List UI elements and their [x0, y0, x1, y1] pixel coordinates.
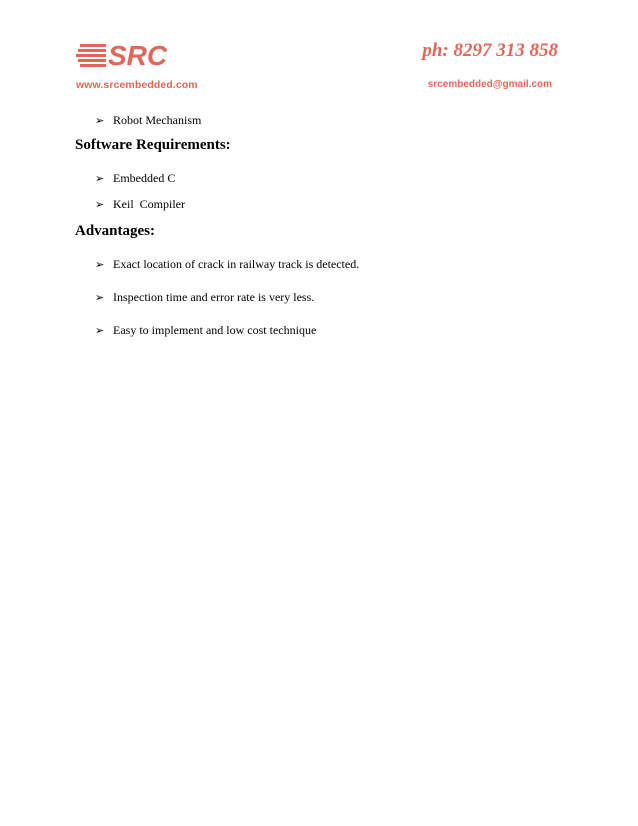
arrowhead-bullet-icon: ➢	[95, 114, 105, 127]
list-item	[95, 257, 359, 272]
list-item-text: Easy to implement and low cost technique	[113, 323, 317, 337]
logo-text: SRC	[108, 40, 168, 70]
list-item-text: Robot Mechanism	[113, 113, 202, 127]
arrowhead-bullet-icon: ➢	[95, 324, 105, 337]
list-item	[95, 197, 185, 212]
list-item	[95, 290, 314, 305]
page-header	[0, 0, 638, 100]
phone-number: ph: 8297 313 858	[422, 40, 558, 61]
arrowhead-bullet-icon: ➢	[95, 258, 105, 271]
list-item	[95, 323, 316, 338]
section-heading-software: Software Requirements:	[75, 137, 231, 153]
section-heading-advantages: Advantages:	[75, 223, 156, 239]
list-item-text: Keil Compiler	[113, 197, 185, 211]
src-logo-icon	[76, 38, 176, 70]
list-item-text: Exact location of crack in railway track is detected.	[113, 257, 360, 271]
list-item	[95, 113, 201, 128]
arrowhead-bullet-icon: ➢	[95, 198, 105, 211]
arrowhead-bullet-icon: ➢	[95, 172, 105, 185]
list-item-text: Inspection time and error rate is very less.	[113, 290, 315, 304]
email-address: srcembedded@gmail.com	[427, 79, 552, 90]
arrowhead-bullet-icon: ➢	[95, 291, 105, 304]
list-item-text: Embedded C	[113, 171, 176, 185]
website-link: www.srcembedded.com	[76, 79, 198, 91]
list-item	[95, 171, 175, 186]
